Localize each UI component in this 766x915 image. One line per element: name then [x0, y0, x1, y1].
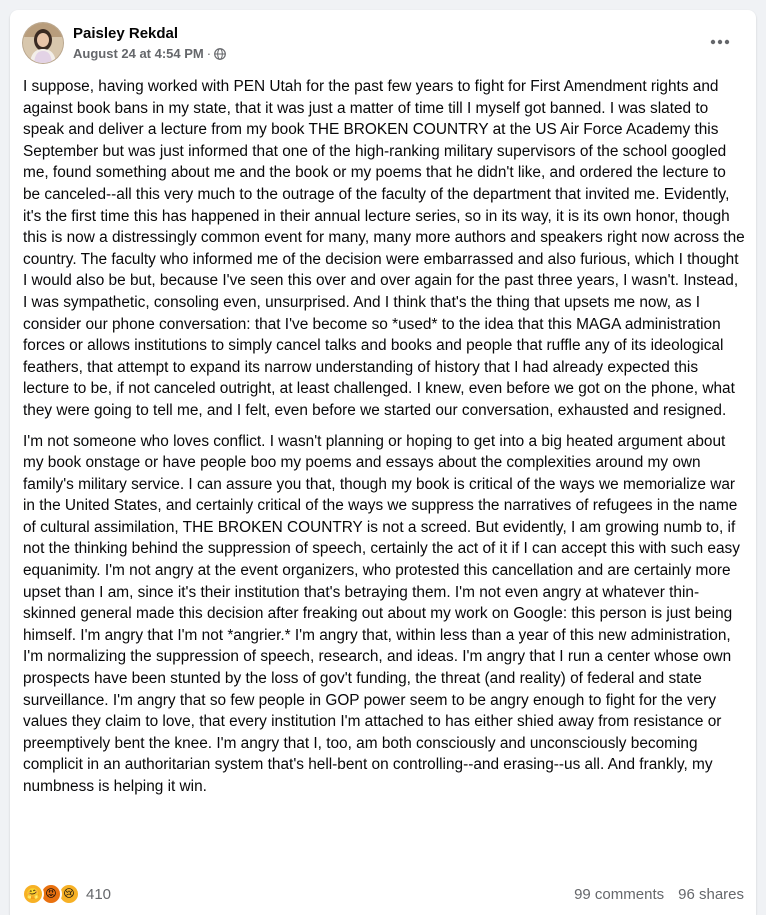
meta-separator: · — [206, 46, 212, 61]
care-reaction-icon: 🤗 — [22, 883, 44, 905]
comments-count[interactable]: 99 comments — [574, 885, 665, 903]
sad-reaction-icon: 😢 — [58, 883, 80, 905]
post-paragraph: I suppose, having worked with PEN Utah for the past few years to fight for First Amendment rights and against book bans in my state, that it was just a matter of time till I myself got banned. I was slated to speak and deliver a lecture from my book THE BROKEN COUNTRY at the US Air Force Academy this September but was just informed that one of the high-ranking military supervisors of the school googled me, found something about me and the book or my poems that he didn't like, and ordered the lecture to be canceled--all this very much to the outrage of the faculty of the department that invited me. Evidently, it's the first time this has happened in their annual lecture series, so in its way, it is its own honor, though this is now a distressingly common event for many, many more authors and speakers right now across the country. The faculty who informed me of the decision were embarrassed and also furious, which I thought I would also be but, because I've seen this over and over again for the past three years, I wasn't. Instead, I was sympathetic, consoling even, unsurprised. And I think that's the thing that upsets me now, as I consider our phone conversation: that I've become so *used* to the idea that this MAGA administration forces or allows institutions to simply cancel talks and books and people that ruffle any of its ideological feathers, that attempt to expand its narrow understanding of history that I had already expected this lecture to be, if not canceled outright, at least challenged. I knew, even before we got on the phone, what they were going to tell me, and I felt, even before we started our conversation, exhausted and resigned. — [23, 78, 745, 419]
shares-count[interactable]: 96 shares — [678, 885, 744, 903]
author-name[interactable]: Paisley Rekdal — [73, 25, 179, 42]
globe-icon[interactable] — [214, 48, 226, 60]
more-horizontal-icon[interactable] — [702, 24, 738, 60]
post-footer — [22, 882, 744, 906]
avatar-photo — [23, 23, 63, 63]
post-header — [22, 20, 744, 68]
author-avatar[interactable] — [22, 22, 64, 64]
post-card — [10, 10, 756, 915]
angry-reaction-icon: 😡 — [40, 883, 62, 905]
post-meta — [73, 46, 226, 62]
reactions-summary[interactable] — [22, 883, 111, 905]
reaction-count[interactable]: 410 — [86, 885, 112, 903]
post-timestamp[interactable]: August 24 at 4:54 PM — [73, 46, 204, 61]
post-paragraph: I'm not someone who loves conflict. I wasn't planning or hoping to get into a big heated argument about my book onstage or have people boo my poems and essays about the complexities around my own family's military service. I can assure you that, though my book is critical of the ways we memorialize war in the United States, and certainly critical of the ways we suppress the narratives of refugees in the name of cultural assimilation, THE BROKEN COUNTRY is not a screed. But evidently, I am growing numb to, if not the thinking behind the suppression of speech, certainly the act of it if I can accept this with such easy equanimity. I'm not angry at the event organizers, who protested this cancellation and are certainly more upset than I am, since it's their institution that's betraying them. I'm not even angry at whatever thin-skinned general made this decision after freaking out about my work on Google: this person is just being himself. I'm angry that I'm not *angrier.* I'm angry that, within less than a year of this new administration, I'm normalizing the suppression of speech, research, and ideas. I'm angry that I run a center whose own prospects have been stunted by the loss of gov't funding, the threat (and reality) of federal and state surveillance. I'm angry that so few people in GOP power seem to be angry enough to fight for the very values they claim to love, that every institution I'm attached to has either shied away from resistance or preemptively bent the knee. I'm angry that I, too, am both consciously and unconsciously becoming complicit in an authoritarian system that's hell-bent on controlling--and erasing--us all. And frankly, my numbness is helping it win. — [23, 432, 740, 795]
post-body — [23, 76, 745, 807]
